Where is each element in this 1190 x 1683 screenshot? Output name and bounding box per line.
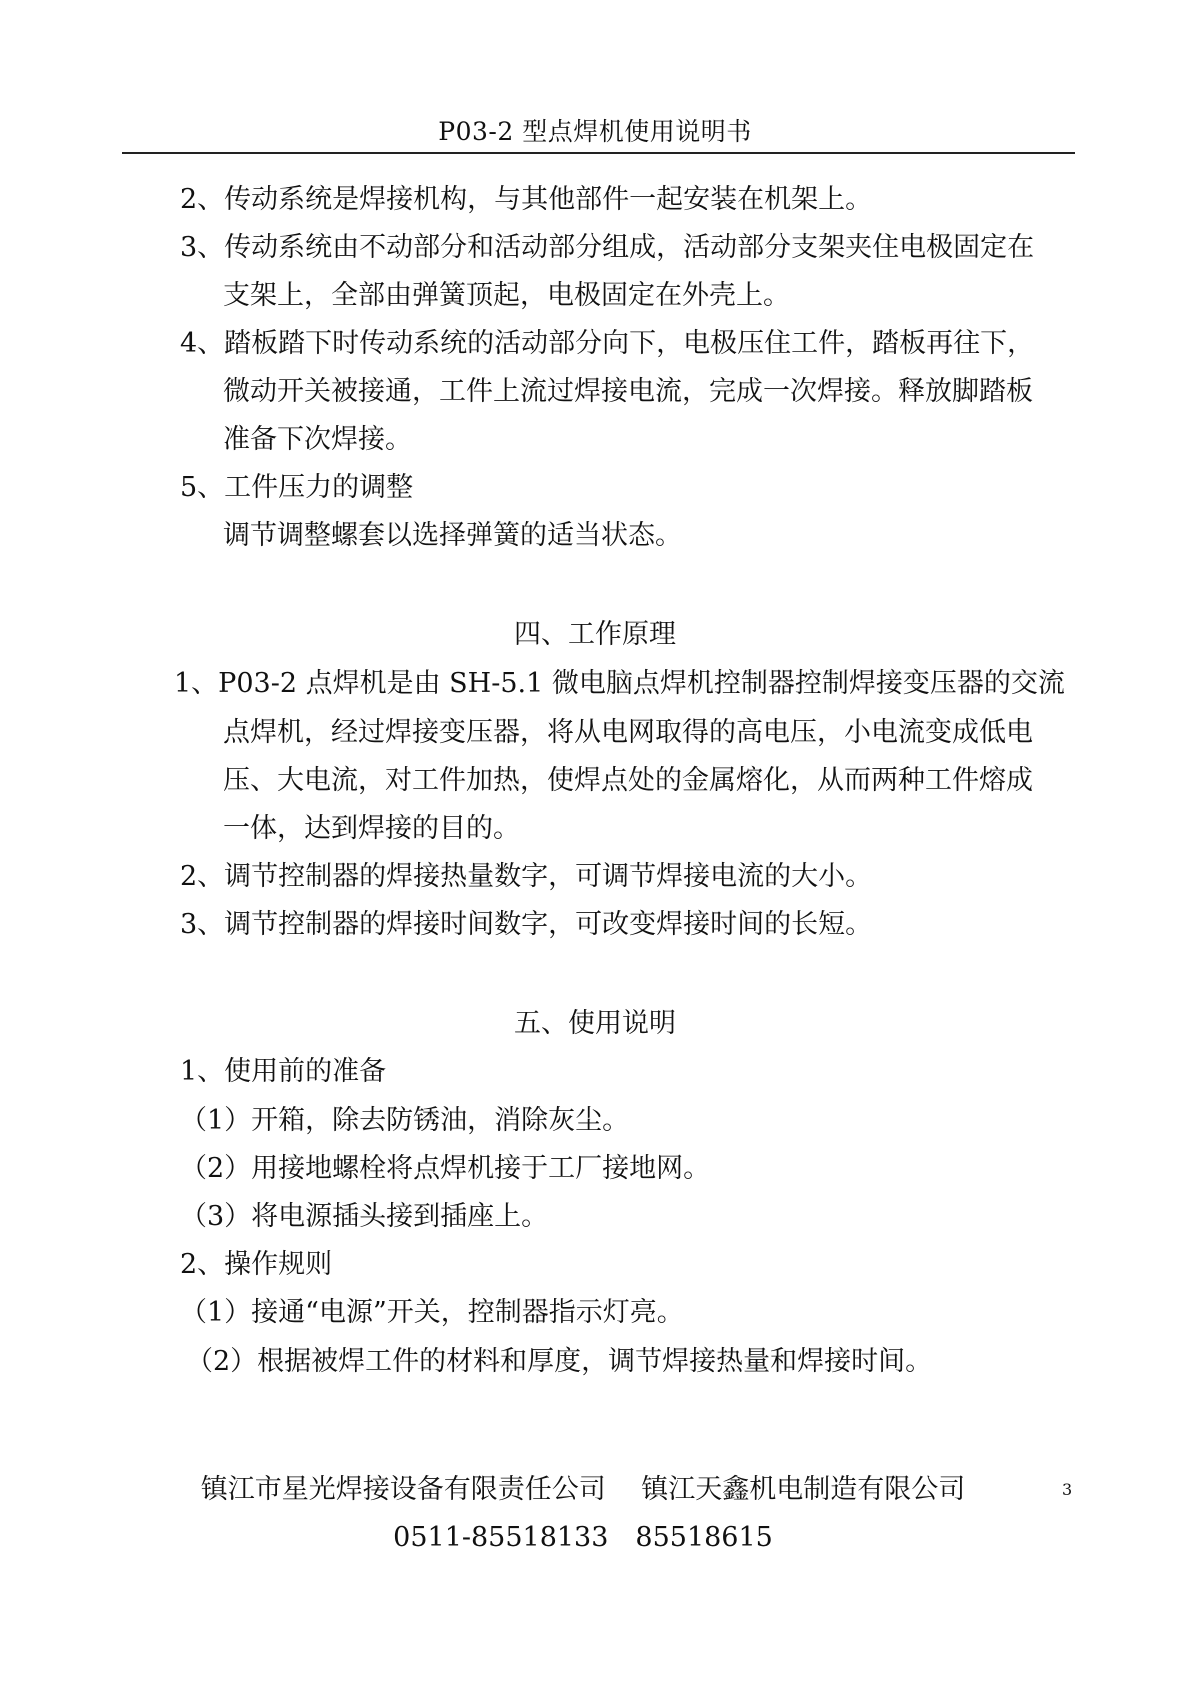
header-divider [122, 152, 1075, 154]
s4-item3-line1: 3、调节控制器的焊接时间数字，可改变焊接时间的长短。 [180, 909, 873, 940]
s3-item4-line2: 微动开关被接通，工件上流过焊接电流，完成一次焊接。释放脚踏板 [223, 376, 1033, 407]
s3-item5-line2: 调节调整螺套以选择弹簧的适当状态。 [223, 520, 682, 551]
s5-sub1-item2: （2）用接地螺栓将点焊机接于工厂接地网。 [180, 1153, 711, 1184]
s3-item3-line2: 支架上，全部由弹簧顶起，电极固定在外壳上。 [223, 280, 790, 311]
s3-item3-line1: 3、传动系统由不动部分和活动部分组成，活动部分支架夹住电极固定在 [180, 232, 1035, 263]
s3-item4-line3: 准备下次焊接。 [223, 424, 412, 455]
section4-heading: 四、工作原理 [514, 619, 676, 650]
footer-companies: 镇江市星光焊接设备有限责任公司 镇江天鑫机电制造有限公司 [200, 1474, 966, 1505]
s3-item5-line1: 5、工件压力的调整 [180, 472, 414, 503]
s5-sub2-title: 2、操作规则 [180, 1249, 333, 1280]
s5-sub2-item1: （1）接通“电源”开关，控制器指示灯亮。 [180, 1297, 684, 1328]
page-header-title: P03-2 型点焊机使用说明书 [438, 117, 752, 146]
section5-heading: 五、使用说明 [514, 1008, 676, 1039]
s5-sub1-title: 1、使用前的准备 [180, 1056, 387, 1087]
s4-item2-line1: 2、调节控制器的焊接热量数字，可调节焊接电流的大小。 [180, 861, 873, 892]
s4-item1-line2: 点焊机，经过焊接变压器，将从电网取得的高电压，小电流变成低电 [223, 717, 1033, 748]
page-number: 3 [1062, 1480, 1073, 1499]
s4-item1-line1: 1、P03-2 点焊机是由 SH-5.1 微电脑点焊机控制器控制焊接变压器的交流 [174, 668, 1065, 699]
s4-item1-line3: 压、大电流，对工件加热，使焊点处的金属熔化，从而两种工件熔成 [223, 765, 1033, 796]
s5-sub1-item3: （3）将电源插头接到插座上。 [180, 1201, 549, 1232]
s4-item1-line4: 一体，达到焊接的目的。 [223, 813, 520, 844]
s5-sub1-item1: （1）开箱，除去防锈油，消除灰尘。 [180, 1105, 630, 1136]
s3-item4-line1: 4、踏板踏下时传动系统的活动部分向下，电极压住工件，踏板再往下， [180, 328, 1035, 359]
s5-sub2-item2: （2）根据被焊工件的材料和厚度，调节焊接热量和焊接时间。 [186, 1346, 933, 1377]
s3-item2-line1: 2、传动系统是焊接机构，与其他部件一起安装在机架上。 [180, 184, 873, 215]
footer-phones: 0511-85518133 85518615 [393, 1522, 773, 1553]
